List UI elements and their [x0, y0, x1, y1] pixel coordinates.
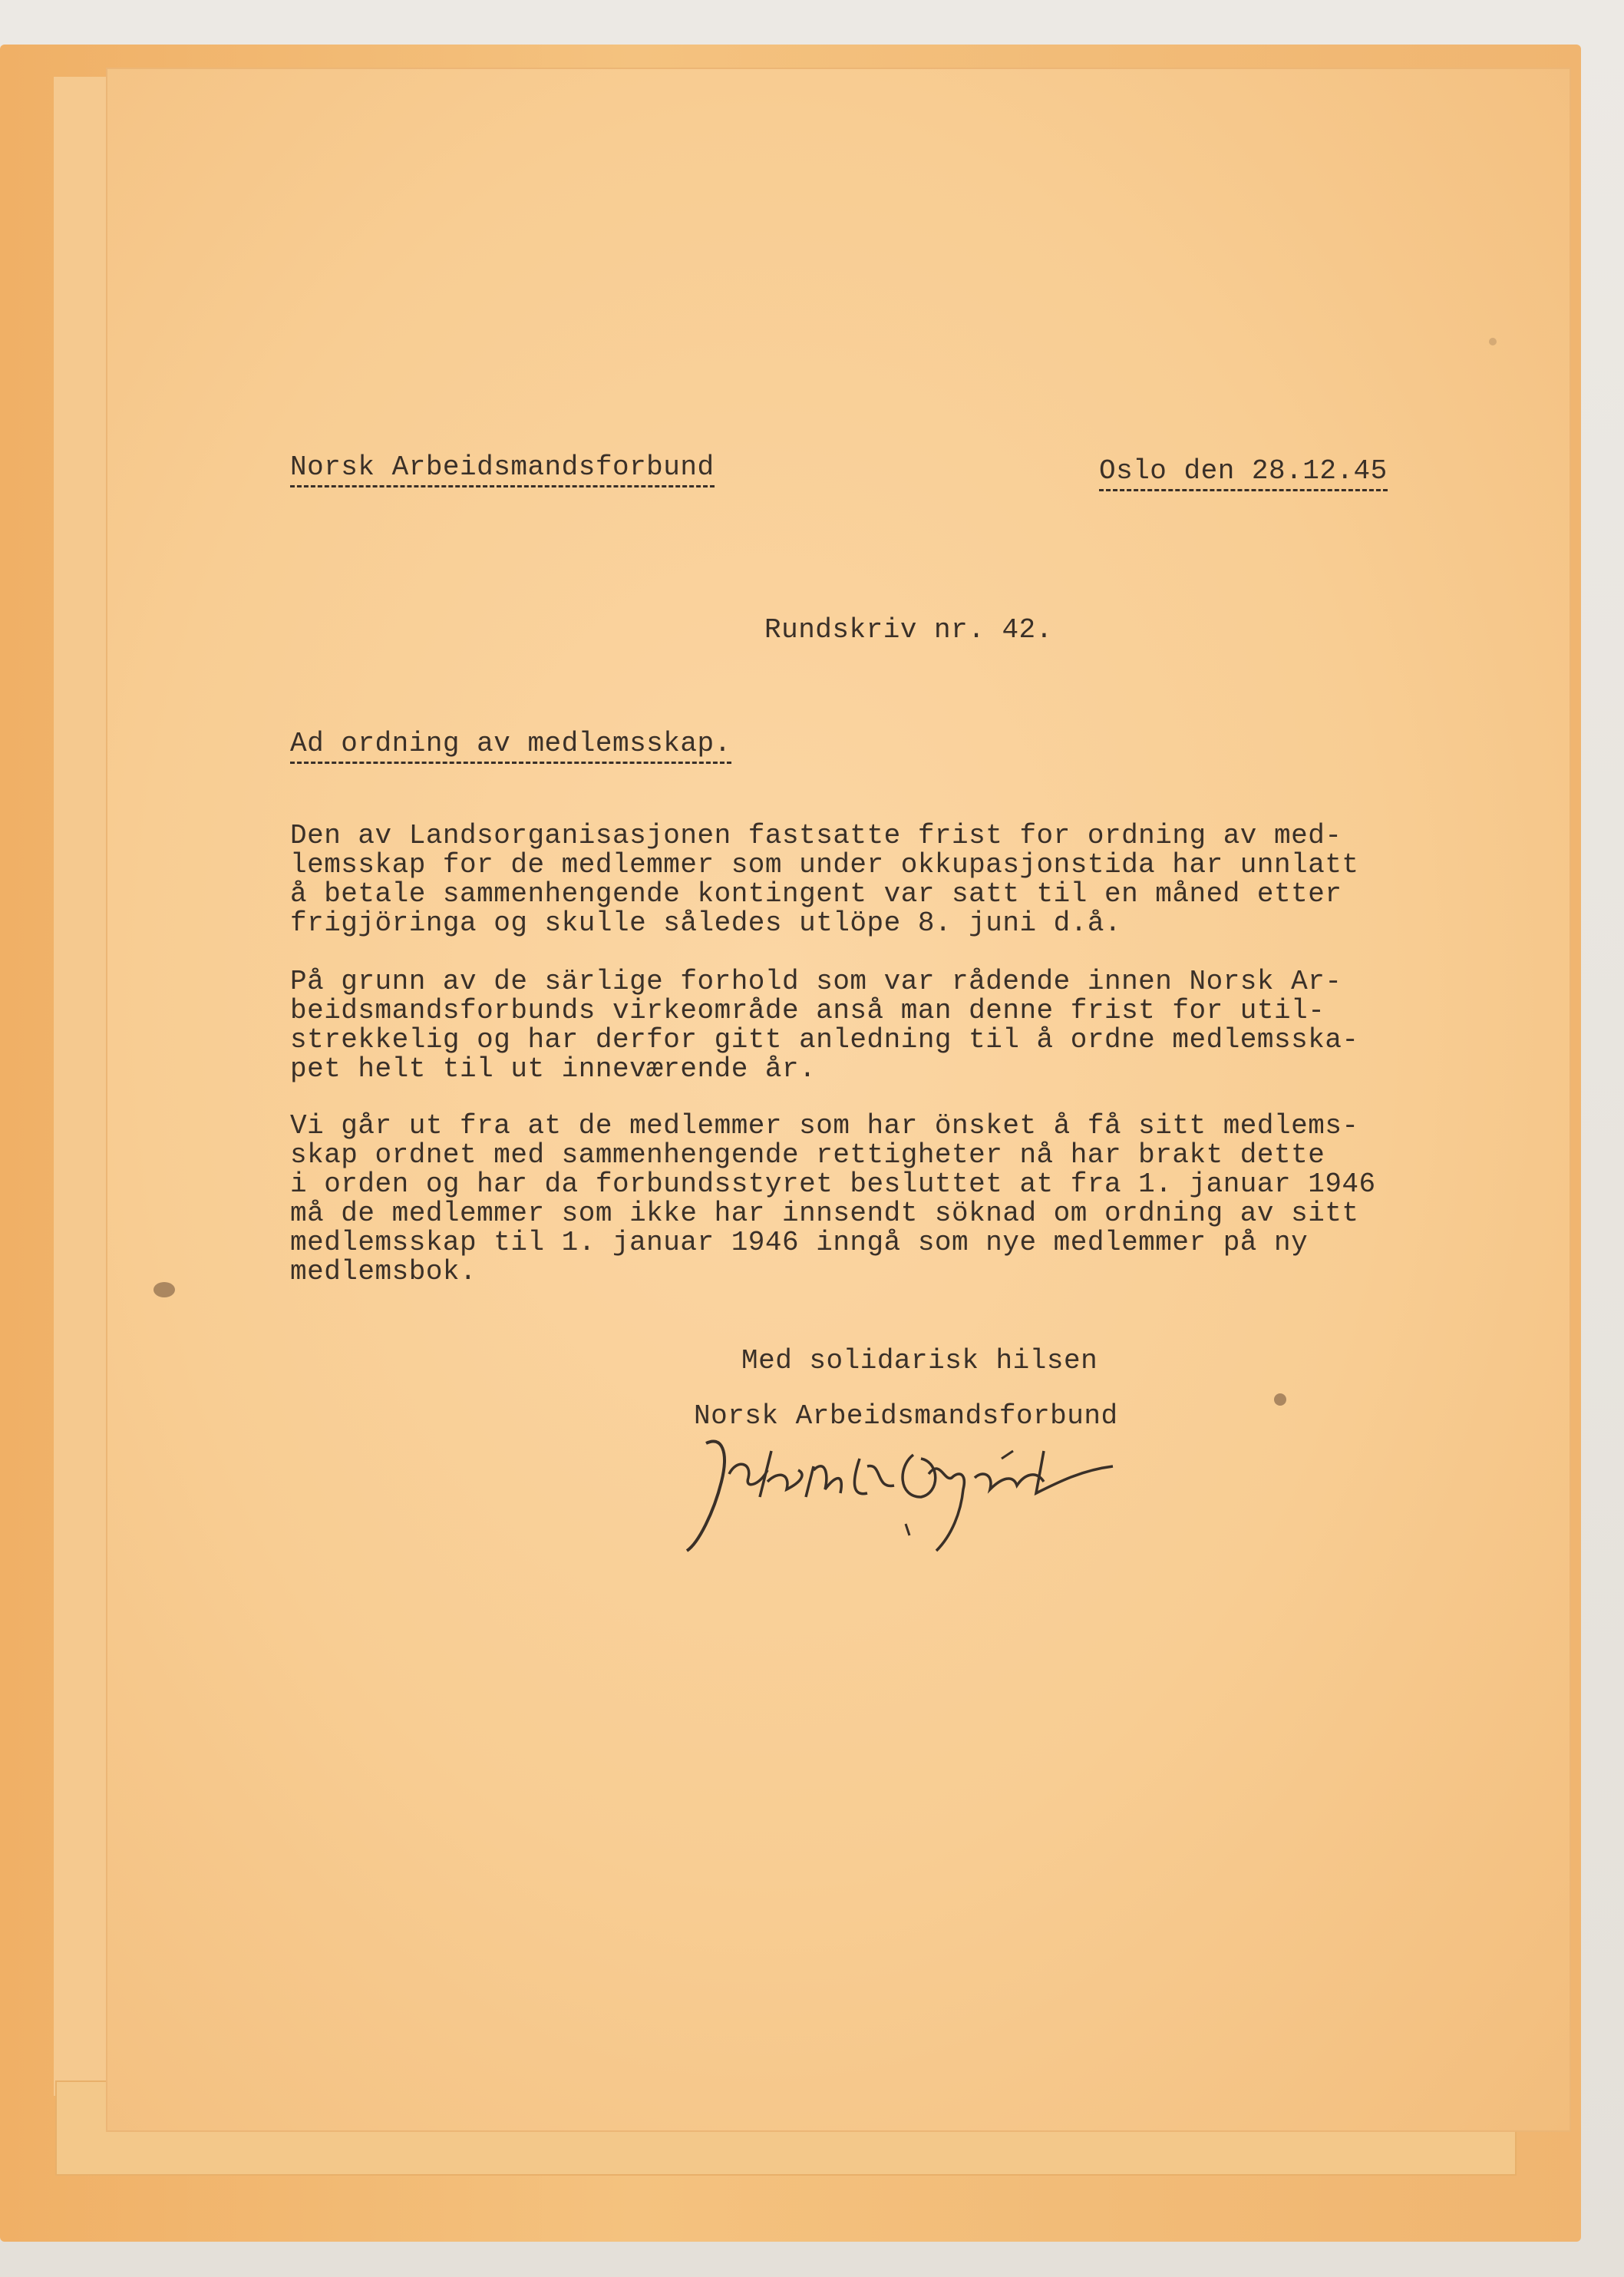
place-date: Oslo den 28.12.45: [1099, 457, 1388, 491]
paragraph-line: å betale sammenhengende kontingent var satt til en måned etter: [290, 878, 1342, 910]
paragraph-line: medlemsskap til 1. januar 1946 inngå som nye medlemmer på ny: [290, 1227, 1309, 1258]
closing-organization: Norsk Arbeidsmandsforbund: [694, 1400, 1118, 1432]
paragraph-line: må de medlemmer som ikke har innsendt söknad om ordning av sitt: [290, 1198, 1359, 1229]
handwritten-signature: [675, 1428, 1121, 1558]
paragraph-line: i orden og har da forbundsstyret besluttet at fra 1. januar 1946: [290, 1168, 1376, 1200]
sender-heading: Norsk Arbeidsmandsforbund: [290, 453, 715, 487]
paragraph-line: skap ordnet med sammenhengende rettigheter nå har brakt dette: [290, 1139, 1325, 1171]
paragraph-line: pet helt til ut inneværende år.: [290, 1053, 817, 1085]
stain: [1274, 1393, 1286, 1406]
paragraph-2: [290, 967, 1359, 1084]
closing-greeting: Med solidarisk hilsen: [741, 1345, 1098, 1376]
paragraph-line: lemsskap for de medlemmer som under okkupasjonstida har unnlatt: [290, 849, 1359, 881]
paragraph-line: medlemsbok.: [290, 1256, 477, 1287]
paragraph-line: På grunn av de särlige forhold som var rådende innen Norsk Ar-: [290, 966, 1342, 997]
letter-page: [107, 69, 1570, 2130]
paragraph-line: Vi går ut fra at de medlemmer som har önsket å få sitt medlems-: [290, 1110, 1359, 1142]
paragraph-line: frigjöringa og skulle således utlöpe 8. juni d.å.: [290, 907, 1122, 939]
paragraph-line: Den av Landsorganisasjonen fastsatte frist for ordning av med-: [290, 820, 1342, 851]
paragraph-3: [290, 1112, 1376, 1287]
paragraph-1: [290, 821, 1359, 938]
circular-number: Rundskriv nr. 42.: [764, 614, 1053, 646]
subject-heading: Ad ordning av medlemsskap.: [290, 729, 731, 764]
paragraph-line: beidsmandsforbunds virkeområde anså man denne frist for util-: [290, 995, 1325, 1026]
stain: [1489, 338, 1497, 345]
paragraph-line: strekkelig og har derfor gitt anledning til å ordne medlemsska-: [290, 1024, 1359, 1056]
stain: [153, 1282, 175, 1297]
